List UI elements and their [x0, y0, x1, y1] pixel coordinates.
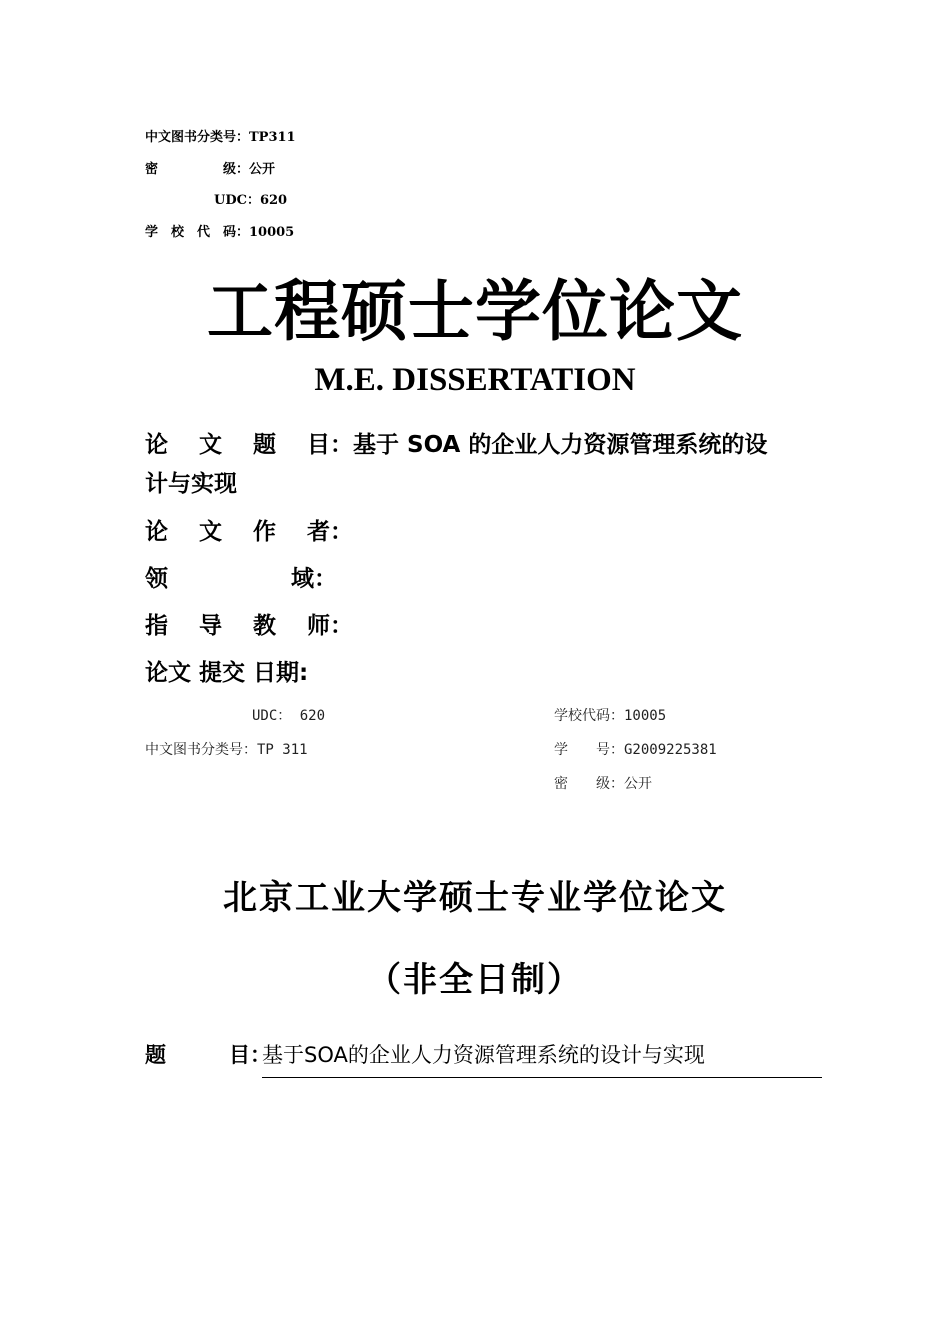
study-mode: （非全日制）	[367, 960, 583, 1000]
cover-title-en: M.E. DISSERTATION	[314, 362, 636, 398]
topic-label: 题 目：	[145, 1043, 271, 1067]
topic-underline	[262, 1077, 822, 1078]
inner-classification: 中文图书分类号：TP 311	[145, 742, 308, 758]
inner-security-level: 密 级：公开	[554, 776, 652, 792]
classification-number: 中文图书分类号：TP311	[145, 130, 296, 145]
inner-student-number: 学 号：G2009225381	[554, 742, 717, 758]
advisor-label: 指 导 教 师：	[145, 613, 354, 639]
thesis-title-line2: 计与实现	[145, 471, 237, 497]
thesis-title-line1: 论 文 题 目：基于 SOA 的企业人力资源管理系统的设	[145, 432, 768, 458]
school-code: 学 校 代 码：10005	[145, 225, 295, 240]
inner-udc: UDC： 620	[252, 708, 326, 724]
topic-value: 基于SOA的企业人力资源管理系统的设计与实现	[262, 1043, 705, 1067]
field-label: 领 域：	[145, 566, 338, 592]
inner-school-code: 学校代码：10005	[554, 708, 667, 724]
submission-date-label: 论文 提交 日期:	[145, 660, 309, 686]
author-label: 论 文 作 者：	[145, 519, 354, 545]
cover-title-cn: 工程硕士学位论文	[207, 273, 743, 350]
security-level: 密 级：公开	[145, 162, 276, 177]
university-heading: 北京工业大学硕士专业学位论文	[223, 878, 727, 918]
udc-code: UDC：620	[214, 193, 288, 208]
